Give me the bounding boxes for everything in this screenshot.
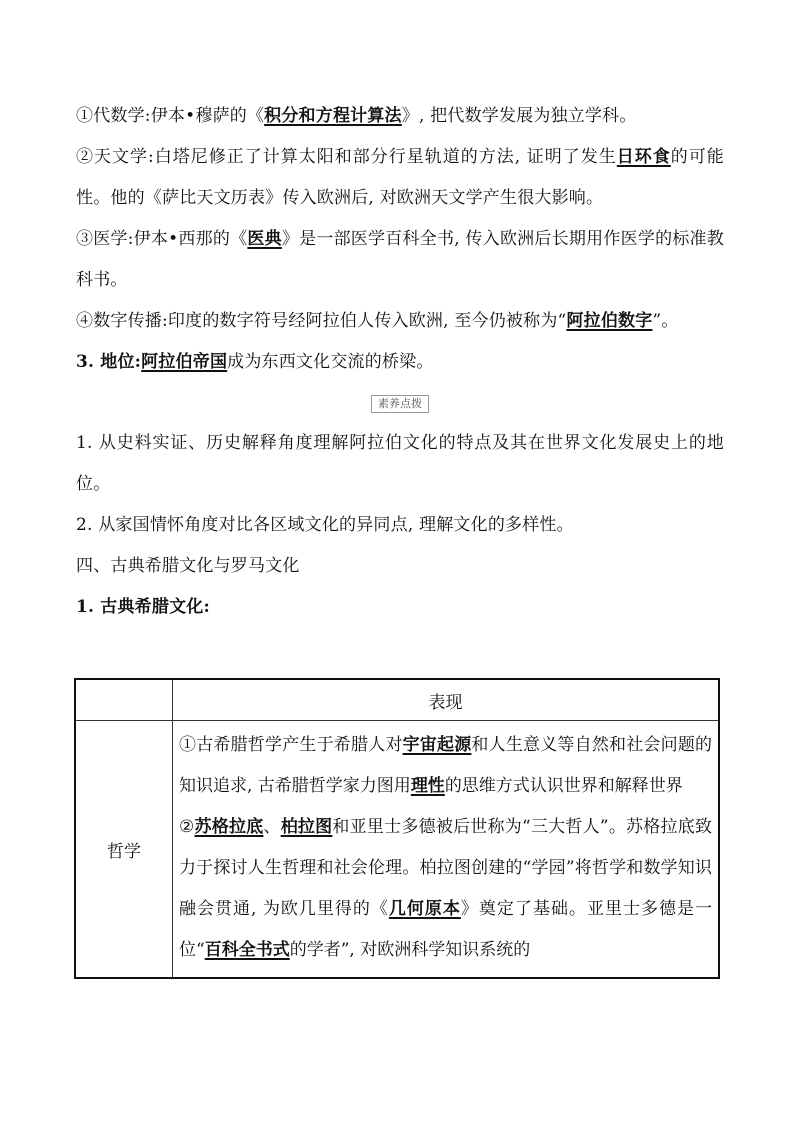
text-segment: 的思维方式认识世界和解释世界 bbox=[444, 776, 683, 796]
table-row bbox=[75, 721, 719, 979]
key-term: 阿拉伯帝国 bbox=[141, 352, 228, 372]
text-segment: ①古希腊哲学产生于希腊人对 bbox=[179, 735, 403, 755]
text-segment: ②天文学:白塔尼修正了计算太阳和部分行星轨道的方法, 证明了发生 bbox=[76, 147, 617, 167]
key-term: 医典 bbox=[247, 229, 282, 249]
key-term: 几何原本 bbox=[388, 899, 461, 919]
key-term: 阿拉伯数字 bbox=[566, 311, 653, 331]
key-term: 柏拉图 bbox=[280, 817, 333, 837]
text-segment: 和人生意义等自然和社会问题的知识追求, 古希腊哲学家力图用 bbox=[179, 735, 713, 796]
paragraph-status bbox=[76, 342, 724, 383]
key-term: 宇宙起源 bbox=[402, 735, 472, 755]
key-term: 积分和方程计算法 bbox=[264, 106, 402, 126]
key-term: 理性 bbox=[410, 776, 445, 796]
table-header-expression: 表现 bbox=[173, 679, 720, 721]
text-segment: 3. 地位: bbox=[76, 352, 142, 372]
philosophy-content bbox=[173, 721, 720, 979]
text-segment: ①代数学:伊本•穆萨的《 bbox=[76, 106, 265, 126]
subsection-title: 1. 古典希腊文化: bbox=[76, 597, 210, 617]
text-segment: 、 bbox=[263, 817, 281, 837]
section-title: 四、古典希腊文化与罗马文化 bbox=[76, 556, 300, 576]
table-header-row bbox=[75, 679, 719, 721]
philosophy-point-2 bbox=[179, 807, 712, 971]
greek-culture-table bbox=[74, 678, 720, 979]
paragraph-astronomy bbox=[76, 137, 724, 219]
text-segment: ③医学:伊本•西那的《 bbox=[76, 229, 248, 249]
key-term: 百科全书式 bbox=[204, 940, 290, 960]
text-segment: 的学者”, 对欧洲科学知识系统的 bbox=[289, 940, 531, 960]
paragraph-numerals bbox=[76, 301, 724, 342]
text-segment: 的可能性。他的《萨比天文历表》传入欧洲后, 对欧洲天文学产生很大影响。 bbox=[76, 147, 724, 208]
philosophy-point-1 bbox=[179, 725, 712, 807]
text-segment: ④数字传播:印度的数字符号经阿拉伯人传入欧洲, 至今仍被称为“ bbox=[76, 311, 567, 331]
literacy-badge-row bbox=[76, 383, 724, 423]
literacy-point-1: 1. 从史料实证、历史解释角度理解阿拉伯文化的特点及其在世界文化发展史上的地位。 bbox=[76, 433, 724, 494]
text-segment: 》是一部医学百科全书, 传入欧洲后长期用作医学的标准教科书。 bbox=[76, 229, 724, 290]
literacy-badge: 素养点拨 bbox=[371, 395, 429, 413]
text-segment: 》奠定了基础。亚里士多德是一位“ bbox=[179, 899, 713, 960]
row-label-philosophy: 哲学 bbox=[75, 721, 173, 979]
text-segment: 》, 把代数学发展为独立学科。 bbox=[401, 106, 637, 126]
table-header-empty bbox=[75, 679, 173, 721]
paragraph-algebra bbox=[76, 96, 724, 137]
text-segment: 成为东西文化交流的桥梁。 bbox=[227, 352, 434, 372]
paragraph-medicine bbox=[76, 219, 724, 301]
text-segment: ”。 bbox=[652, 311, 679, 331]
literacy-point-2: 2. 从家国情怀角度对比各区域文化的异同点, 理解文化的多样性。 bbox=[76, 515, 574, 535]
text-segment: ② bbox=[179, 817, 195, 837]
key-term: 日环食 bbox=[616, 147, 671, 167]
document-body bbox=[76, 96, 724, 628]
text-segment: 和亚里士多德被后世称为“三大哲人”。苏格拉底致力于探讨人生哲理和社会伦理。柏拉图创建的“学园”将哲学和数学知识融会贯通, 为欧几里得的《 bbox=[179, 817, 713, 919]
key-term: 苏格拉底 bbox=[194, 817, 264, 837]
